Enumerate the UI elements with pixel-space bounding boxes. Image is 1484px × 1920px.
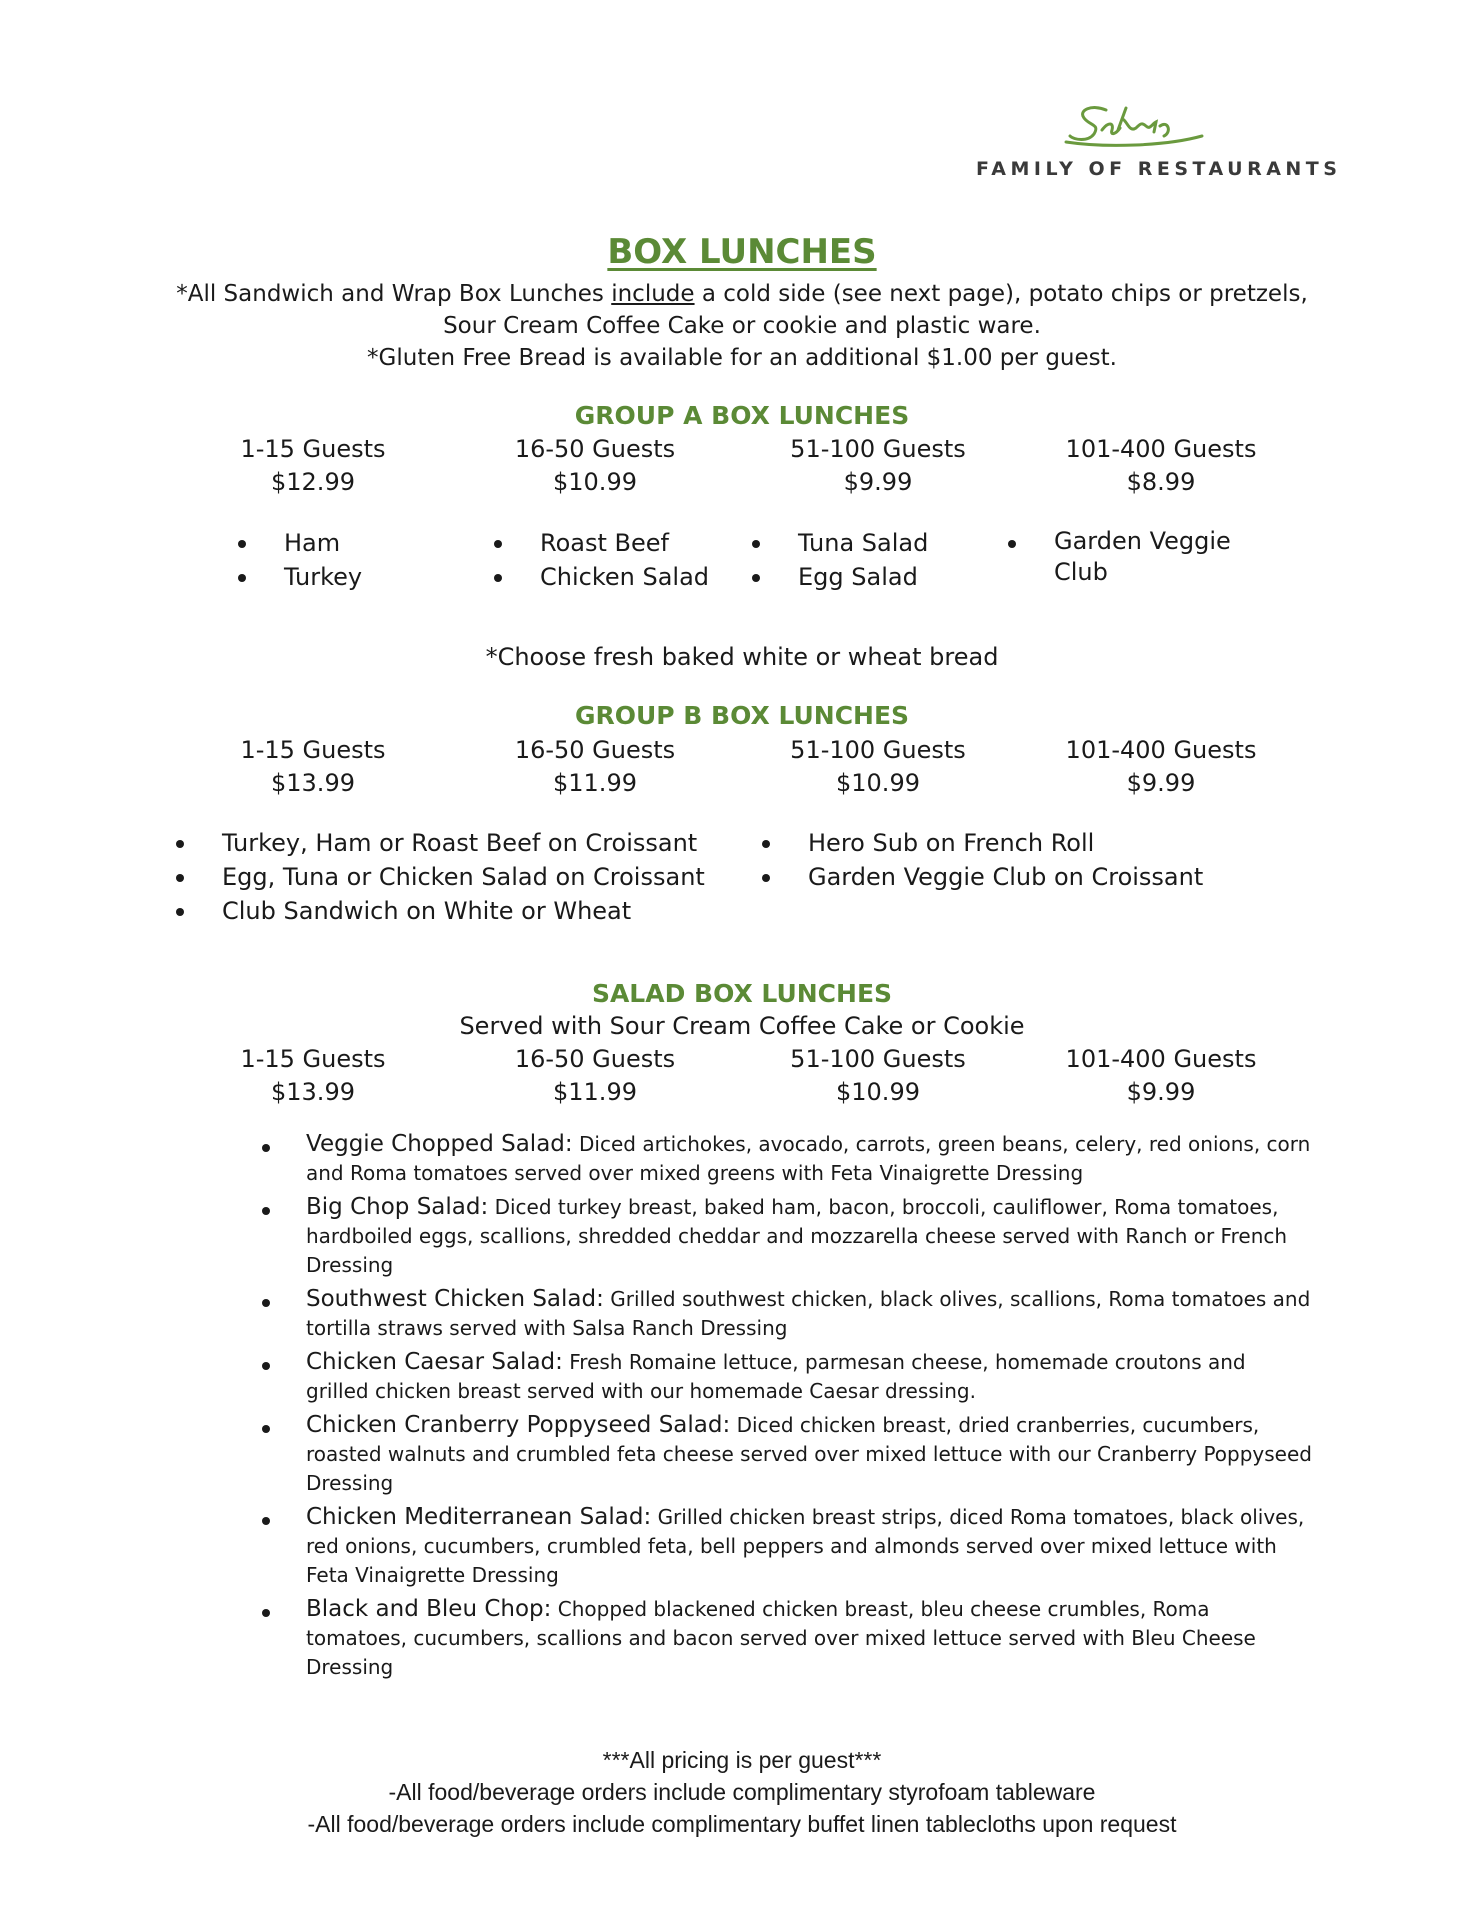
- group-a-list-4: [1008, 526, 1238, 588]
- list-item: Garden Veggie Club on Croissant: [762, 860, 1262, 894]
- salad-name: Chicken Mediterranean Salad:: [306, 1504, 652, 1530]
- group-b-list-right: [762, 826, 1262, 894]
- salad-name: Black and Bleu Chop:: [306, 1596, 552, 1622]
- footer-tableware-note: -All food/beverage orders include complimentary styrofoam tableware: [388, 1779, 1096, 1805]
- group-a-tier-2: 16-50 Guests $10.99: [514, 435, 676, 496]
- list-item: Egg, Tuna or Chicken Salad on Croissant: [176, 860, 736, 894]
- salad-tier-2: 16-50 Guests $11.99: [514, 1045, 676, 1106]
- salad-desc: Grilled southwest chicken, black olives, scallions, Roma tomatoes and tortilla straws served with Salsa Ranch Dressing: [306, 1287, 1311, 1340]
- group-b-tier-4: 101-400 Guests $9.99: [1065, 736, 1257, 797]
- salad-tier-3: 51-100 Guests $10.99: [790, 1045, 966, 1106]
- list-item: Egg Salad: [752, 560, 982, 594]
- salad-list: [262, 1130, 1312, 1687]
- list-item: Tuna Salad: [752, 526, 982, 560]
- salad-item: [262, 1348, 1312, 1406]
- group-a-tier-1: 1-15 Guests $12.99: [240, 435, 386, 496]
- salad-desc: Chopped blackened chicken breast, bleu cheese crumbles, Roma tomatoes, cucumbers, scallions and bacon served over mixed lettuce served with Bleu Cheese Dressing: [306, 1597, 1256, 1679]
- footer-linen-note: -All food/beverage orders include complimentary buffet linen tablecloths upon request: [307, 1811, 1177, 1837]
- list-item: Hero Sub on French Roll: [762, 826, 1262, 860]
- salad-subheading: Served with Sour Cream Coffee Cake or Cookie: [459, 1012, 1025, 1040]
- salad-desc: Fresh Romaine lettuce, parmesan cheese, homemade croutons and grilled chicken breast served with our homemade Caesar dressing.: [306, 1350, 1246, 1403]
- group-a-tier-3: 51-100 Guests $9.99: [790, 435, 966, 496]
- salad-item: [262, 1503, 1312, 1590]
- group-b-tier-2: 16-50 Guests $11.99: [514, 736, 676, 797]
- salad-item: [262, 1411, 1312, 1498]
- salad-item: [262, 1285, 1312, 1343]
- salad-desc: Grilled chicken breast strips, diced Roma tomatoes, black olives, red onions, cucumbers, crumbled feta, bell peppers and almonds served over mixed lettuce with Feta Vinaigrette Dressing: [306, 1505, 1305, 1587]
- list-item: Roast Beef: [494, 526, 744, 560]
- group-a-tier-4: 101-400 Guests $8.99: [1065, 435, 1257, 496]
- group-b-tier-1: 1-15 Guests $13.99: [240, 736, 386, 797]
- list-item: Turkey, Ham or Roast Beef on Croissant: [176, 826, 736, 860]
- group-b-tier-3: 51-100 Guests $10.99: [790, 736, 966, 797]
- salad-item: [262, 1193, 1312, 1280]
- salad-desc: Diced artichokes, avocado, carrots, green beans, celery, red onions, corn and Roma tomatoes served over mixed greens with Feta Vinaigrette Dressing: [306, 1132, 1311, 1185]
- salad-desc: Diced turkey breast, baked ham, bacon, broccoli, cauliflower, Roma tomatoes, hardboiled eggs, scallions, shredded cheddar and mozzarella cheese served with Ranch or French Dressing: [306, 1195, 1288, 1277]
- group-b-list-left: [176, 826, 736, 928]
- list-item: Garden Veggie Club: [1008, 526, 1238, 588]
- group-a-heading: GROUP A BOX LUNCHES: [574, 401, 910, 430]
- salad-tier-1: 1-15 Guests $13.99: [240, 1045, 386, 1106]
- brand-logo: [966, 66, 1342, 186]
- bread-note: *Choose fresh baked white or wheat bread: [485, 643, 999, 671]
- salad-item: [262, 1130, 1312, 1188]
- group-a-list-3: [752, 526, 982, 594]
- intro-line-1: *All Sandwich and Wrap Box Lunches include a cold side (see next page), potato chips or pretzels,: [176, 281, 1308, 307]
- salad-tier-4: 101-400 Guests $9.99: [1065, 1045, 1257, 1106]
- salad-desc: Diced chicken breast, dried cranberries, cucumbers, roasted walnuts and crumbled feta cheese served over mixed lettuce with our Cranberry Poppyseed Dressing: [306, 1413, 1312, 1495]
- salad-name: Chicken Cranberry Poppyseed Salad:: [306, 1412, 731, 1438]
- footer-pricing-note: ***All pricing is per guest***: [602, 1747, 882, 1773]
- group-a-list-1: [238, 526, 458, 594]
- salad-name: Big Chop Salad:: [306, 1194, 489, 1220]
- salad-name: Southwest Chicken Salad:: [306, 1286, 604, 1312]
- intro-line-3: *Gluten Free Bread is available for an additional $1.00 per guest.: [367, 345, 1117, 371]
- group-b-heading: GROUP B BOX LUNCHES: [574, 701, 910, 730]
- salad-name: Chicken Caesar Salad:: [306, 1349, 563, 1375]
- salad-name: Veggie Chopped Salad:: [306, 1131, 573, 1157]
- include-underlined: include: [611, 281, 695, 307]
- list-item: Ham: [238, 526, 458, 560]
- salad-heading: SALAD BOX LUNCHES: [591, 979, 893, 1008]
- brand-tagline: FAMILY OF RESTAURANTS: [976, 158, 1342, 180]
- salad-item: [262, 1595, 1312, 1682]
- sahms-script-logo: [1056, 96, 1206, 156]
- list-item: Turkey: [238, 560, 458, 594]
- page-title: BOX LUNCHES: [607, 232, 877, 272]
- group-a-list-2: [494, 526, 744, 594]
- intro-line-2: Sour Cream Coffee Cake or cookie and plastic ware.: [443, 313, 1041, 339]
- list-item: Chicken Salad: [494, 560, 744, 594]
- list-item: Club Sandwich on White or Wheat: [176, 894, 736, 928]
